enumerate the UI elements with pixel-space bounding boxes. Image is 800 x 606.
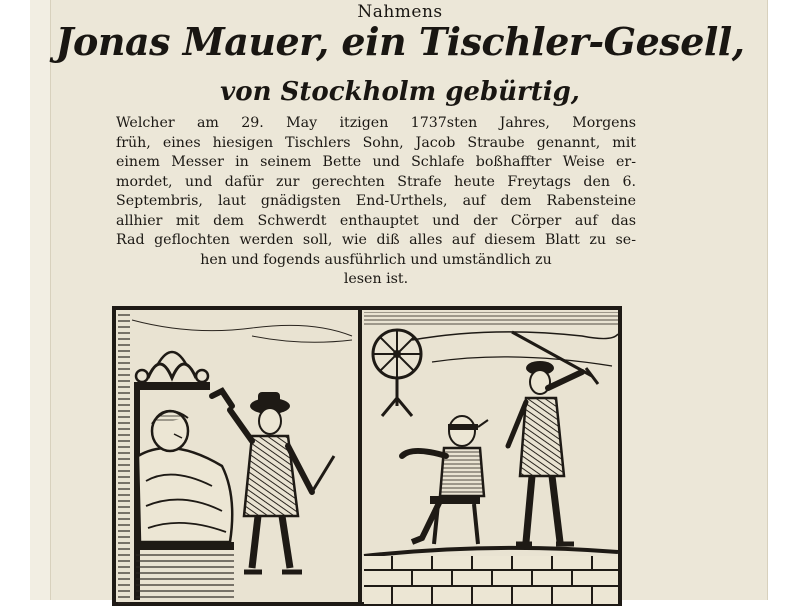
panel-divider [358, 310, 362, 604]
body-line: allhier mit dem Schwerdt enthauptet und der Cörper auf das [116, 212, 636, 229]
body-line: einem Messer in seinem Bette und Schlafe boßhaffter Weise er- [116, 154, 636, 170]
body-line: Welcher am 29. May itzigen 1737sten Jahres, Morgens [116, 115, 636, 131]
name-line: Jonas Mauer, ein Tischler-Gesell, [55, 19, 745, 64]
victim-figure [152, 411, 188, 451]
origin-line: von Stockholm gebürtig, [220, 77, 580, 107]
body-line: Rad geflochten werden soll, wie diß alles auf diesem Blatt zu se- [116, 232, 636, 248]
body-line: mordet, und dafür zur gerechten Strafe heute Freytags den 6. [116, 173, 636, 190]
body-paragraph [116, 114, 636, 290]
body-line: Septembris, laut gnädigsten End-Urthels, auf dem Rabensteine [116, 193, 636, 209]
body-line: früh, eines hiesigen Tischlers Sohn, Jacob Straube genannt, mit [116, 134, 636, 151]
woodcut-illustration [112, 306, 622, 606]
left-border-hatching [118, 312, 130, 604]
body-line: lesen ist. [343, 271, 409, 287]
scaffold-platform [364, 548, 618, 604]
body-line: hen und fogends ausführlich und umständlich zu [200, 251, 552, 268]
heading: Nahmens [357, 2, 443, 22]
